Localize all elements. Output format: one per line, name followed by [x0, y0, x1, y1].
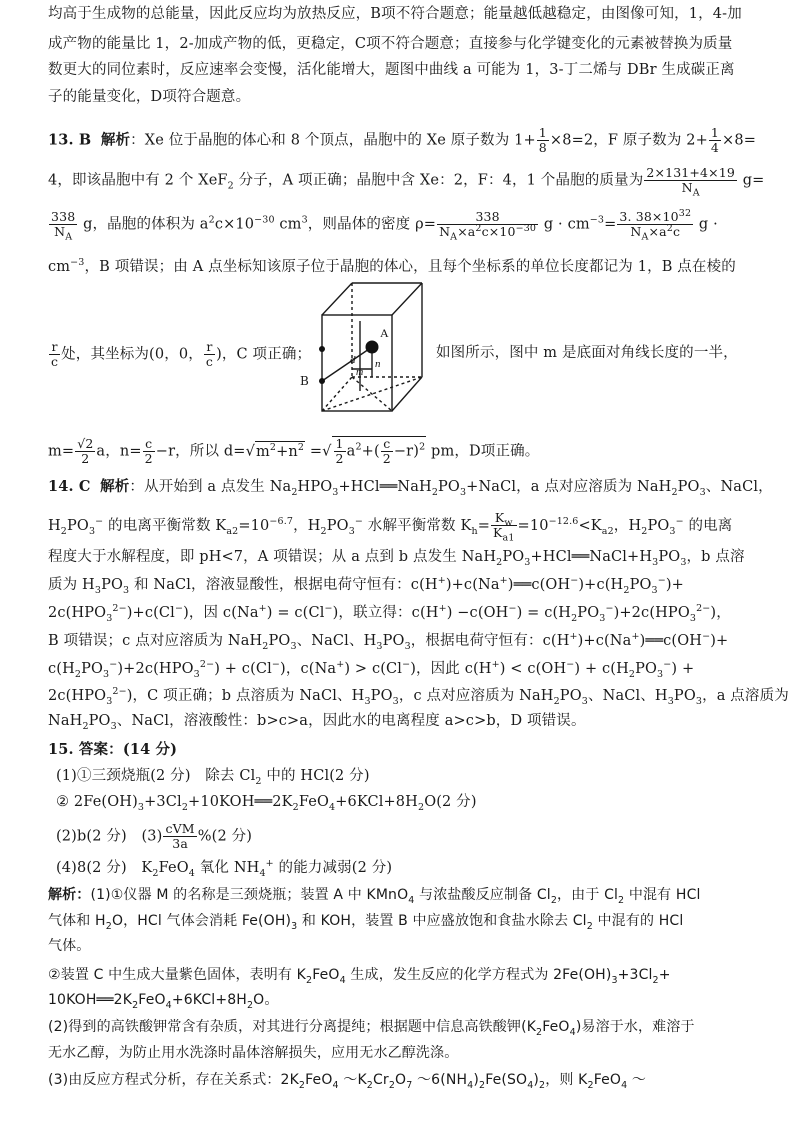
text-run: g，晶胞的体积为 a [78, 216, 209, 233]
text-run: )，C 项正确； [216, 346, 312, 363]
fraction: $\frac{2\times 131+4\times 19}{N_A}$ [646, 165, 735, 199]
fraction: $\frac{338}{N_A\times a^2c\times 10^{-30}}$ [439, 209, 537, 243]
text-run: 处，其坐标为(0，0， [61, 346, 203, 363]
text-run: 4，即该晶胞中有 2 个 XeF [48, 172, 228, 189]
superscript: 3 [301, 214, 308, 226]
q14-line-7: $c(H_2PO_3^-)+2c(HPO_3^{2-}) + c(Cl^-)$，c(Na+) > c(Cl−)，因此 $c(H^+) < c(OH^-) + c(H_2PO_3^-)$ + [48, 659, 695, 680]
fraction: $\frac{c}{2}$ [144, 436, 153, 466]
q14-line-5: $2c(HPO_3^{2-})+c(Cl^-)$，因 c(Na+) = c(Cl−)，联立得：$c(H^+) -c(OH^-) = c(H_2PO_3^-)+2c(HPO_3^{2-})$， [48, 603, 731, 624]
text-run: −r，所以 d= [155, 443, 246, 460]
text-run: g · cm [539, 216, 590, 233]
q15-explain-2: 气体和 $H_2O$，HCl 气体会消耗 $Fe(OH)_3$ 和 KOH，装置 B 中应盛放饱和食盐水除去 $Cl_2$ 中混有的 HCl [48, 913, 684, 932]
superscript: 2 [208, 214, 215, 226]
q13-line-1 [48, 126, 758, 155]
fraction: $\frac{1}{4}$ [710, 125, 720, 155]
text-line: 成产物的能量比 1，2-加成产物的低，更稳定，C项不符合题意；直接参与化学键变化的元素被替换为质量 [48, 36, 733, 52]
text-line: 子的能量变化，D项符合题意。 [48, 89, 251, 105]
q15-answer-3 [56, 822, 766, 851]
fraction: $\frac{3. 38\times 10^{32}}{N_A\times a^2c}$ [619, 207, 692, 243]
q15-heading: 15. 答案：(14 分) [48, 741, 178, 758]
text-run: cm [48, 259, 71, 275]
text-run: $=10^{-12.6}<K_{a2}$，$H_2PO_3^-$ 的电离 [517, 515, 733, 537]
q14-line-1 [48, 477, 773, 498]
text-run: ，B 项错误；由 A 点坐标知该原子位于晶胞的体心，且每个坐标系的单位长度都记为 1，B 点在棱的 [84, 259, 736, 275]
superscript: −30 [254, 214, 275, 226]
text-run: g= [737, 172, 765, 189]
text-run: ：从开始到 a 点发生 $Na_2HPO_3+HCl══NaH_2PO_3+NaCl$，a 点对应溶质为 $NaH_2PO_3$、NaCl， [129, 479, 773, 498]
q15-explain-7: 无水乙醇，为防止用水洗涤时晶体溶解损失，应用无水乙醇洗涤。 [48, 1045, 459, 1061]
sqrt: $m^2+n^2$ [255, 441, 305, 460]
analysis-label: 解析 [100, 131, 131, 149]
fraction: $\frac{338}{N_A}$ [51, 209, 76, 243]
q14-line-4: 质为 $H_3PO_3$ 和 NaCl，溶液显酸性，根据电荷守恒有：$c(H^+)+c(Na^+)══c(OH^-)+c(H_2PO_3^-)+$ [48, 575, 684, 596]
text-run: = [604, 216, 617, 233]
q15-explain-6: (2)得到的高铁酸钾常含有杂质，对其进行分离提纯；根据题中信息高铁酸钾$(K_2FeO_4)$易溶于水，难溶于 [48, 1019, 695, 1038]
text-run: g · [694, 216, 718, 233]
label-A: A [380, 326, 389, 340]
q13-line-2 [48, 165, 765, 199]
label-n: n [375, 358, 381, 370]
text-run: ，则晶体的密度 ρ= [307, 216, 437, 233]
q13-line-3 [48, 207, 758, 243]
superscript: −3 [70, 257, 85, 269]
label-m: m [356, 367, 364, 378]
text-run: pm，D项正确。 [426, 443, 540, 460]
fraction: $\frac{r}{c}$ [51, 339, 59, 369]
text-run: $H_2PO_3^-$ 的电离平衡常数 $K_{a2}=10^{-6.7}$，$H_2PO_3^-$ 水解平衡常数 $K_h=$ [48, 515, 491, 537]
q15-answer-4: (4)8(2 分) $K_2FeO_4$ 氧化 $NH_4^+$ 的能力减弱(2 分) [56, 858, 393, 879]
q15-explain-5: $10KOH══2K_2FeO_4+6KCl+8H_2O$。 [48, 992, 279, 1011]
fraction: $\frac{1}{8}$ [538, 125, 547, 155]
text-run: = [305, 443, 323, 460]
q13-line-5-right: 如图所示，图中 m 是底面对角线长度的一半， [436, 345, 738, 361]
q14-line-6: B 项错误；c 点对应溶质为 $NaH_2PO_3$、NaCl、$H_3PO_3$，根据电荷守恒有：c(H+)+c(Na+)══c(OH−)+ [48, 631, 729, 652]
subscript: 2 [227, 180, 234, 192]
text-run: ×8=2，F 原子数为 2+ [549, 132, 708, 149]
q13-number: 13. B [48, 131, 92, 149]
q13-line-4 [48, 257, 758, 277]
fraction: $\frac{K_w}{K_{a1}}$ [493, 510, 515, 544]
text-run: ×8= [722, 132, 757, 149]
text-run: m= [48, 443, 75, 460]
text-line: 均高于生成物的总能量，因此反应均为放热反应，B项不符合题意；能量越低越稳定，由图像可知，1，4-加 [48, 6, 742, 22]
q14-line-8: $2c(HPO_3^{2-})$，C 项正确；b 点溶质为 NaCl、$H_3PO_3$，c 点对应溶质为 $NaH_2PO_3$、NaCl、$H_3PO_3$，a 点溶质为 [48, 686, 789, 707]
text-run: a，n= [96, 443, 142, 460]
text-run: cm [274, 216, 302, 233]
analysis-label: 解析 [100, 478, 130, 495]
q14-line-3: 程度大于水解程度，即 pH<7，A 项错误；从 a 点到 b 点发生 $NaH_2PO_3+HCl══NaCl+H_3PO_3$，b 点溶 [48, 549, 745, 568]
fraction: $\frac{r}{c}$ [205, 339, 214, 369]
fraction: $\frac{\text{cVM}}{3a}$ [165, 821, 195, 851]
superscript: −3 [589, 214, 605, 226]
text-run: %(2 分) [197, 828, 253, 845]
q15-explain-1: 解析：(1)①仪器 M 的名称是三颈烧瓶；装置 A 中 KMnO$_4$ 与浓盐酸反应制备 $Cl_2$，由于 $Cl_2$ 中混有 HCl [48, 887, 701, 906]
text-run: ：Xe 位于晶胞的体心和 8 个顶点，晶胞中的 Xe 原子数为 1+ [130, 132, 536, 149]
atom-B [319, 378, 325, 384]
text-run: c×10 [214, 216, 255, 233]
q14-number: 14. C [48, 478, 91, 495]
label-d: d [350, 354, 356, 366]
q15-explain-3: 气体。 [48, 938, 91, 954]
text-line: 数更大的同位素时，反应速率会变慢，活化能增大，题图中曲线 a 可能为 1，3-丁二烯与 DBr 生成碳正离 [48, 62, 735, 78]
q15-answer-2: ② $2Fe(OH)_3+3Cl_2+10KOH══2K_2FeO_4+6KCl+8H_2O(2$ 分) [56, 794, 477, 813]
q14-line-9: $NaH_2PO_3$、NaCl，溶液酸性：b>c>a，因此水的电离程度 a>c>b，D 项错误。 [48, 713, 586, 732]
fraction: $\frac{√2}{2}$ [77, 436, 94, 466]
q13-line-6: m= $\frac{√2}{2}$ a，n= $\frac{c}{2}$ −r，所以 $d=√m^2+n^2$ =√ $\frac{1}{2}$ $a^2+$( $\frac{c}{2}$ −r)$^2$ pm，D项正确。 [48, 436, 540, 466]
q14-line-2 [48, 510, 758, 544]
sqrt: $\frac{1}{2}$ $a^2+$( $\frac{c}{2}$ −r)$^2$ [332, 436, 427, 466]
label-B: B [300, 374, 309, 388]
q15-explain-8: (3)由反应方程式分析，存在关系式：$2K_2FeO_4$ $\sim K_2Cr_2O_7$ $\sim 6(NH_4)_2Fe(SO_4)_2$，则 $K_2FeO_4$ ～ [48, 1072, 647, 1091]
q15-explain-4: ②装置 C 中生成大量紫色固体，表明有 $K_2FeO_4$ 生成，发生反应的化学方程式为 $2Fe(OH)_3+3Cl_2+$ [48, 967, 671, 986]
q15-answer-1: (1)①三颈烧瓶(2 分) 除去 $Cl_2$ 中的 HCl(2 分) [56, 768, 370, 787]
text-run: (2)b(2 分) (3) [56, 828, 163, 845]
text-run: 分子，A 项正确；晶胞中含 Xe：2，F：4，1 个晶胞的质量为 [233, 172, 644, 189]
